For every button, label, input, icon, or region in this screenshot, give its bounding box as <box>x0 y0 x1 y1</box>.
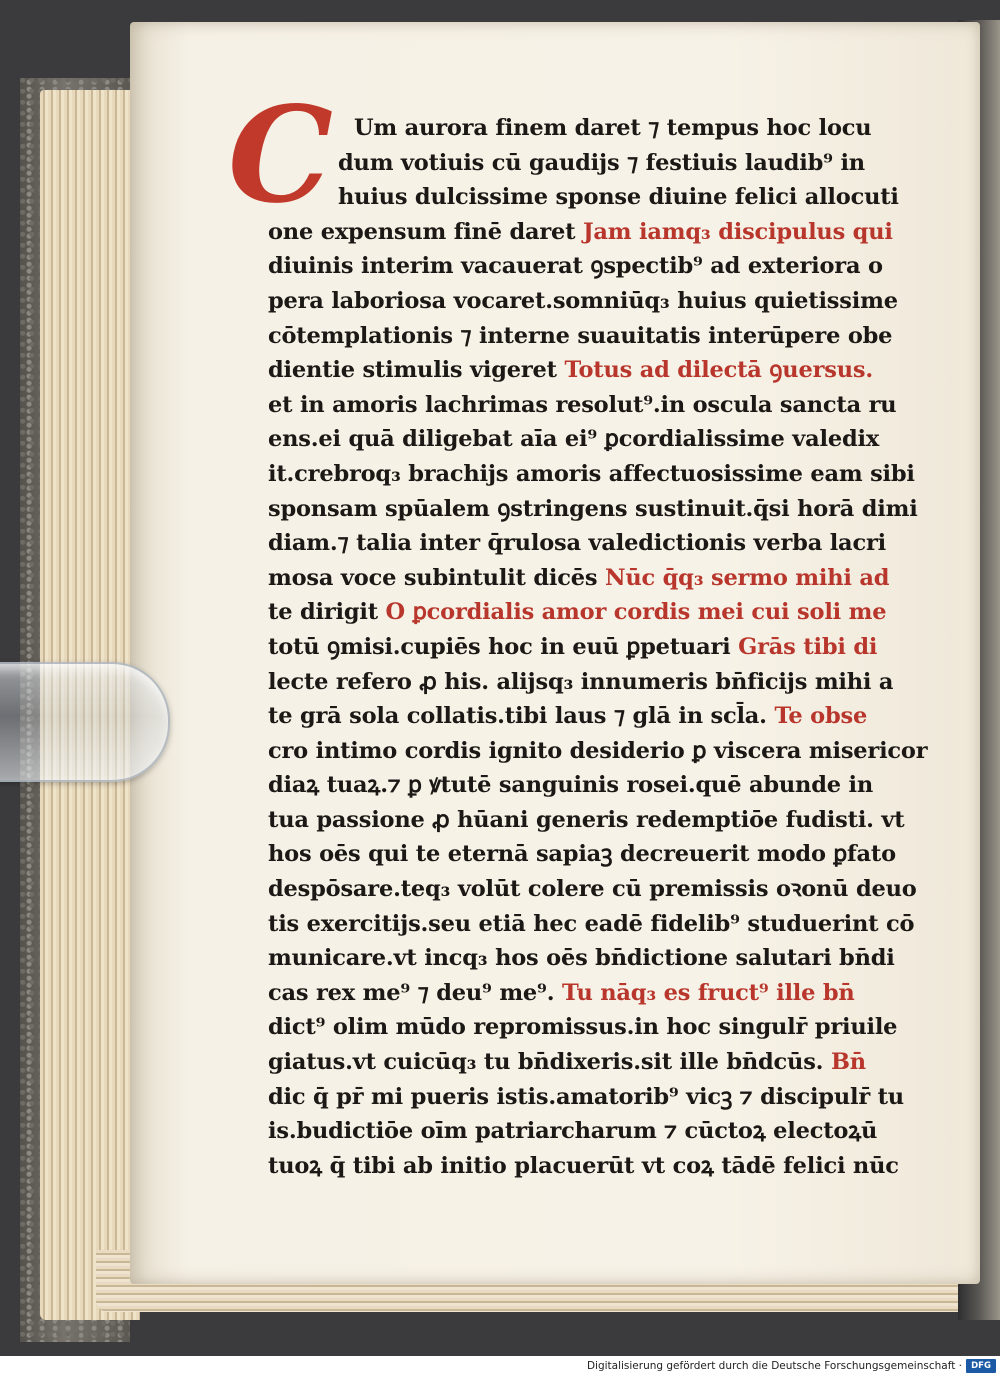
text-line: it.crebroq₃ brachijs amoris affectuosissime eam sibi <box>268 460 915 487</box>
text-line: mosa voce subintulit dicēs Nūc q̄q₃ sermo mihi ad <box>268 564 890 591</box>
text-line: dientie stimulis vigeret Totus ad dilectā ꝯuersus. <box>268 357 873 384</box>
text-line: dic q̄ pr̄ mi pueris istis.amatorib⁹ vicꝫ ⁊ discipulr̄ tu <box>268 1083 904 1110</box>
text-line: te grā sola collatis.tibi laus ⁊ glā in scl̄a. Te obse <box>268 703 868 730</box>
text-line: tis exercitijs.seu etiā hec eadē fidelib⁹ studuerint cō <box>268 910 915 937</box>
page-clip <box>0 662 170 782</box>
printed-text-block <box>268 111 928 1183</box>
text-line: despōsare.teq₃ volūt colere cū premissis oꝛonū deuo <box>268 876 917 903</box>
rubric-mark: Tu nāq₃ es fruct⁹ ille bn̄ <box>561 979 855 1006</box>
text-line: municare.vt incq₃ hos oēs bn̄dictione salutari bn̄di <box>268 945 895 972</box>
text-line: giatus.vt cuicūq₃ tu bn̄dixeris.sit ille bn̄dcūs. Bn̄ <box>268 1049 866 1076</box>
text-line: sponsam spūalem ꝯstringens sustinuit.q̄si horā dimi <box>268 495 918 522</box>
dfg-logo: DFG <box>966 1359 996 1373</box>
text-line: one expensum finē daret Jam iamq₃ discipulus qui <box>268 218 893 245</box>
text-line: cōtemplationis ⁊ interne suauitatis interūpere obe <box>268 322 893 349</box>
decorated-initial: C <box>228 78 334 233</box>
rubric-mark: Jam iamq₃ discipulus qui <box>582 218 893 245</box>
rubric-mark: Te obse <box>774 703 868 730</box>
text-line: cro intimo cordis ignito desiderio ꝑ viscera misericor <box>268 737 928 764</box>
rubric-mark: Nūc q̄q₃ sermo mihi ad <box>604 564 890 591</box>
text-line: lecte refero ꝓ his. alijsq₃ innumeris bn̄ficijs mihi a <box>268 668 894 695</box>
text-line: dum votiuis cū gaudijs ⁊ festiuis laudib⁹ in <box>338 149 865 176</box>
text-line: diaꝝ tuaꝝ.⁊ ꝑ ꝟtutē sanguinis rosei.quē abunde in <box>268 772 873 799</box>
text-line: te dirigit O ꝑcordialis amor cordis mei cui soli me <box>268 599 887 626</box>
rubric-mark: Grās tibi di <box>738 633 878 660</box>
text-line: hos oēs qui te eternā sapiaꝫ decreuerit modo ꝑfato <box>268 841 896 868</box>
text-line: et in amoris lachrimas resolut⁹.in oscula sancta ru <box>268 391 897 418</box>
text-line: diuinis interim vacauerat ꝯspectib⁹ ad exteriora o <box>268 253 883 280</box>
text-line: huius dulcissime sponse diuine felici allocuti <box>338 184 899 211</box>
rubric-mark: Bn̄ <box>830 1049 866 1076</box>
text-line: tuoꝝ q̄ tibi ab initio placuerūt vt coꝝ tādē felici nūc <box>268 1152 899 1179</box>
text-line: tua passione ꝓ hūani generis redemptiōe fudisti. vt <box>268 806 905 833</box>
text-line: ens.ei quā diligebat aīa ei⁹ ꝑcordialissime valedix <box>268 426 880 453</box>
footer-bar <box>0 1356 1000 1377</box>
text-line: Um aurora finem daret ⁊ tempus hoc locu <box>354 115 872 141</box>
rubric-mark: Totus ad dilectā ꝯuersus. <box>564 357 873 384</box>
funding-credit: Digitalisierung gefördert durch die Deutsche Forschungsgemeinschaft · <box>586 1360 962 1372</box>
text-line: pera laboriosa vocaret.somniūq₃ huius quietissime <box>268 287 898 314</box>
text-line: totū ꝯmisi.cupiēs hoc in euū ꝑpetuari Grās tibi di <box>268 633 878 660</box>
text-line: diam.⁊ talia inter q̄rulosa valedictionis verba lacri <box>268 530 886 557</box>
text-line: cas rex me⁹ ⁊ deu⁹ me⁹. Tu nāq₃ es fruct⁹ ille bn̄ <box>268 979 855 1006</box>
rubric-mark: O ꝑcordialis amor cordis mei cui soli me <box>385 599 887 626</box>
text-line: dict⁹ olim mūdo repromissus.in hoc singulr̄ priuile <box>268 1014 898 1041</box>
text-line: is.budictiōe oīm patriarcharum ⁊ cūctoꝝ electoꝝū <box>268 1118 878 1145</box>
